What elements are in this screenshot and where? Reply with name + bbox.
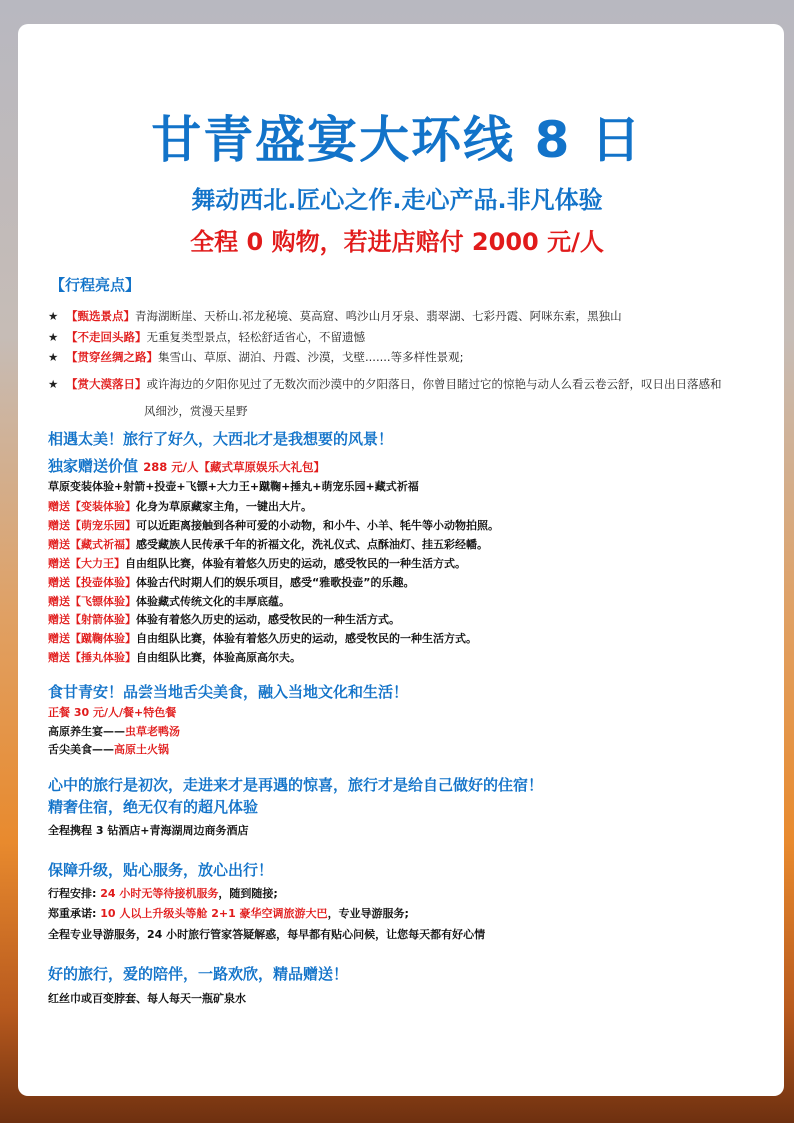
star-icon: ★ <box>48 350 59 364</box>
star-icon: ★ <box>48 330 59 344</box>
meal-standard: 正餐 30 元/人/餐+特色餐 <box>48 706 177 719</box>
highlight-item: ★ 【贯穿丝绸之路】集雪山、草原、湖泊、丹霞、沙漠，戈壁.......等多样性景观; <box>48 350 464 364</box>
food-item: 高原养生宴——虫草老鸭汤 <box>48 725 180 738</box>
page-title: 甘青盛宴大环线 8 日 <box>151 111 643 169</box>
highlight-item: ★ 【不走回头路】无重复类型景点，轻松舒适省心，不留遗憾 <box>48 330 365 344</box>
highlight-item: ★ 【甄选景点】青海湖断崖、天桥山.祁龙秘境、莫高窟、鸣沙山月牙泉、翡翠湖、七彩丹霞、阿咪东索，黑独山 <box>48 309 622 323</box>
service-line: 行程安排: 24 小时无等待接机服务，随到随接; <box>48 887 278 900</box>
gift-item: 赠送【捶丸体验】自由组队比赛，体验高原高尔夫。 <box>48 651 301 664</box>
highlight-item: ★ 【赏大漠落日】或许海边的夕阳你见过了无数次而沙漠中的夕阳落日，你曾目睹过它的惊艳与动人么看云卷云舒，叹日出日落感和 <box>48 377 722 391</box>
gift-item: 赠送【射箭体验】体验有着悠久历史的运动，感受牧民的一种生活方式。 <box>48 613 400 626</box>
gift-item: 赠送【投壶体验】体验古代时期人们的娱乐项目，感受“雅歌投壶”的乐趣。 <box>48 576 415 589</box>
no-shopping-notice: 全程 0 购物，若进店赔付 2000 元/人 <box>190 228 604 256</box>
gift-summary: 草原变装体验+射箭+投壶+飞镖+大力王+蹴鞠+捶丸+萌宠乐园+藏式祈福 <box>48 480 419 493</box>
bonus-heading: 好的旅行，爱的陪伴，一路欢欣，精品赠送！ <box>48 965 349 983</box>
hotel-subheading: 精奢住宿，绝无仅有的超凡体验 <box>48 798 259 816</box>
gift-item: 赠送【藏式祈福】感受藏族人民传承千年的祈福文化，洗礼仪式、点酥油灯、挂五彩经幡。 <box>48 538 488 551</box>
bonus-text: 红丝巾或百变脖套、每人每天一瓶矿泉水 <box>48 992 246 1005</box>
page-subtitle: 舞动西北.匠心之作.走心产品.非凡体验 <box>191 186 603 214</box>
food-heading: 食甘青安！品尝当地舌尖美食，融入当地文化和生活！ <box>48 683 409 701</box>
gift-heading: 相遇太美！旅行了好久，大西北才是我想要的风景！ <box>48 430 394 448</box>
star-icon: ★ <box>48 377 59 391</box>
gift-item: 赠送【蹴鞠体验】自由组队比赛，体验有着悠久历史的运动，感受牧民的一种生活方式。 <box>48 632 477 645</box>
gift-item: 赠送【萌宠乐园】可以近距离接触到各种可爱的小动物，和小牛、小羊、牦牛等小动物拍照。 <box>48 519 499 532</box>
gift-item: 赠送【变装体验】化身为草原藏家主角，一键出大片。 <box>48 500 312 513</box>
gift-item: 赠送【大力王】自由组队比赛，体验有着悠久历史的运动，感受牧民的一种生活方式。 <box>48 557 466 570</box>
gift-value: 独家赠送价值 288 元/人【藏式草原娱乐大礼包】 <box>48 457 325 475</box>
food-item: 舌尖美食——高原土火锅 <box>48 743 169 756</box>
hotel-heading: 心中的旅行是初次，走进来才是再遇的惊喜，旅行才是给自己做好的住宿！ <box>48 776 544 794</box>
highlight-item-continued: 风细沙，赏漫天星野 <box>144 404 248 418</box>
service-line: 郑重承诺: 10 人以上升级头等舱 2+1 豪华空调旅游大巴，专业导游服务; <box>48 907 409 920</box>
highlights-heading: 【行程亮点】 <box>50 276 141 294</box>
gift-item: 赠送【飞镖体验】体验藏式传统文化的丰厚底蕴。 <box>48 595 290 608</box>
hotel-text: 全程携程 3 钻酒店+青海湖周边商务酒店 <box>48 824 249 837</box>
service-line: 全程专业导游服务，24 小时旅行管家答疑解惑，每早都有贴心问候，让您每天都有好心情 <box>48 928 486 941</box>
star-icon: ★ <box>48 309 59 323</box>
service-heading: 保障升级，贴心服务，放心出行！ <box>48 861 274 879</box>
